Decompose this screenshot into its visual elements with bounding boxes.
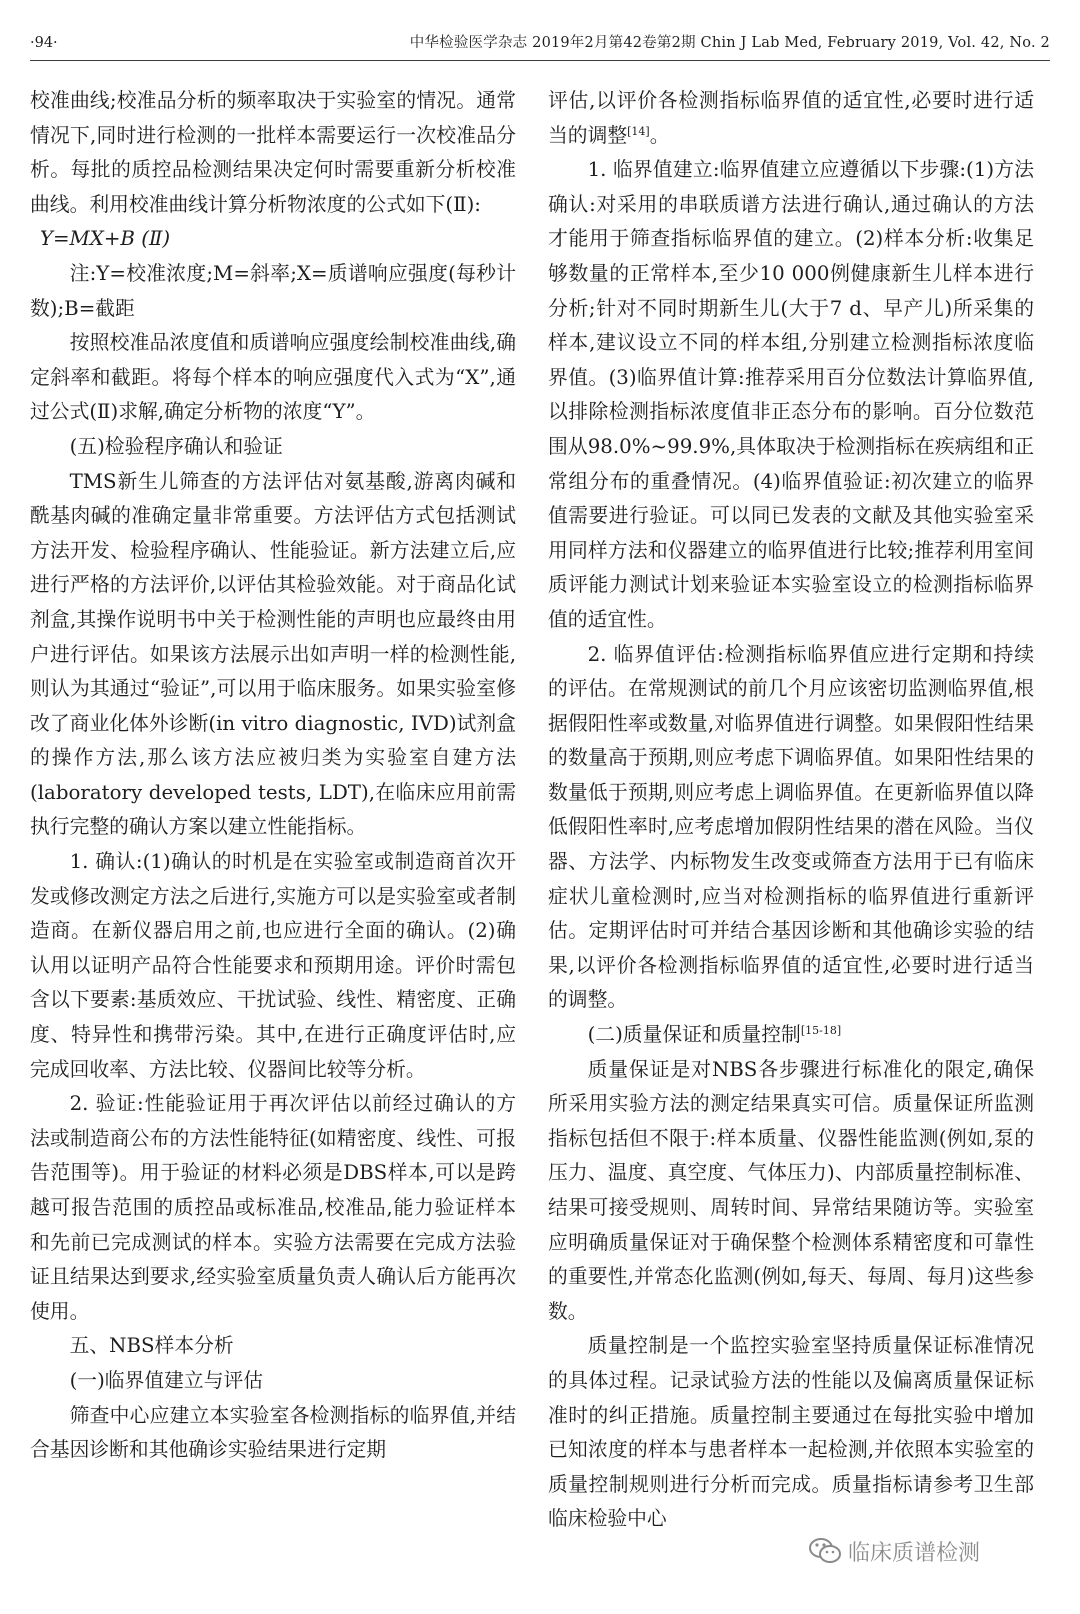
page-number: ·94·	[30, 35, 58, 51]
citation-superscript: [15-18]	[800, 1024, 842, 1038]
paragraph	[30, 326, 516, 430]
paragraph	[30, 1087, 516, 1329]
paragraph-text: 按照校准品浓度值和质谱响应强度绘制校准曲线,确定斜率和截距。将每个样本的响应强度代入式为“X”,通过公式(Ⅱ)求解,确定分析物的浓度“Y”。	[30, 331, 516, 424]
left-column	[30, 84, 516, 1468]
paragraph	[548, 153, 1034, 637]
paragraph-text: 质量控制是一个监控实验室坚持质量保证标准情况的具体过程。记录试验方法的性能以及偏离质量保证标准时的纠正措施。质量控制主要通过在每批实验中增加已知浓度的样本与患者样本一起检测,并依照本实验室的质量控制规则进行分析而完成。质量指标请参考卫生部临床检验中心	[548, 1334, 1034, 1531]
running-header	[30, 28, 1050, 58]
paragraph-text: 校准曲线;校准品分析的频率取决于实验室的情况。通常情况下,同时进行检测的一批样本需要运行一次校准品分析。每批的质控品检测结果决定何时需要重新分析校准曲线。利用校准曲线计算分析物浓度的公式如下(Ⅱ):	[30, 89, 516, 216]
paragraph-text: 2. 验证:性能验证用于再次评估以前经过确认的方法或制造商公布的方法性能特征(如精密度、线性、可报告范围等)。用于验证的材料必须是DBS样本,可以是跨越可报告范围的质控品或标准品,校准品,能力验证样本和先前已完成测试的样本。实验方法需要在完成方法验证且结果达到要求,经实验室质量负责人确认后方能再次使用。	[30, 1092, 516, 1323]
paragraph	[30, 430, 516, 465]
paragraph	[548, 1053, 1034, 1330]
paragraph-text: Y=MX+B (Ⅱ)	[39, 227, 171, 251]
paragraph-text: (一)临界值建立与评估	[69, 1368, 264, 1392]
paragraph-text: 评估,以评价各检测指标临界值的适宜性,必要时进行适当的调整	[548, 89, 1034, 147]
paragraph-text: 筛查中心应建立本实验室各检测指标的临界值,并结合基因诊断和其他确诊实验结果进行定期	[30, 1403, 516, 1462]
paragraph	[30, 465, 516, 846]
wechat-icon	[808, 1536, 842, 1566]
citation-superscript: [14]	[627, 124, 650, 138]
paragraph-text: 1. 确认:(1)确认的时机是在实验室或制造商首次开发或修改测定方法之后进行,实施方可以是实验室或者制造商。在新仪器启用之前,也应进行全面的确认。(2)确认用以证明产品符合性能要求和预期用途。评价时需包含以下要素:基质效应、干扰试验、线性、精密度、正确度、特异性和携带污染。其中,在进行正确度评估时,应完成回收率、方法比较、仪器间比较等分析。	[30, 850, 516, 1081]
journal-citation: 中华检验医学杂志 2019年2月第42卷第2期 Chin J Lab Med, February 2019, Vol. 42, No. 2	[409, 35, 1050, 51]
paragraph-text: (二)质量保证和质量控制	[587, 1023, 801, 1047]
paragraph-text: 质量保证是对NBS各步骤进行标准化的限定,确保所采用实验方法的测定结果真实可信。质量保证所监测指标包括但不限于:样本质量、仪器性能监测(例如,泵的压力、温度、真空度、气体压力)、内部质量控制标准、结果可接受规则、周转时间、异常结果随访等。实验室应明确质量保证对于确保整个检测体系精密度和可靠性的重要性,并常态化监测(例如,每天、每周、每月)这些参数。	[548, 1057, 1034, 1323]
paragraph	[30, 1364, 516, 1399]
paragraph-text: 1. 临界值建立:临界值建立应遵循以下步骤:(1)方法确认:对采用的串联质谱方法进行确认,通过确认的方法才能用于筛查指标临界值的建立。(2)样本分析:收集足够数量的正常样本,至少10 000例健康新生儿样本进行分析;针对不同时期新生儿(大于7 d、早产儿)所采集的样本,建议设立不同的样本组,分别建立检测指标浓度临界值。(3)临界值计算:推荐采用百分位数法计算临界值,以排除检测指标浓度值非正态分布的影响。百分位数范围从98.0%~99.9%,具体取决于检测指标在疾病组和正常组分布的重叠情况。(4)临界值验证:初次建立的临界值需要进行验证。可以同已发表的文献及其他实验室采用同样方法和仪器建立的临界值进行比较;推荐利用室间质评能力测试计划来验证本实验室设立的检测指标临界值的适宜性。	[548, 158, 1034, 631]
right-column	[548, 84, 1034, 1537]
paragraph	[30, 1399, 516, 1468]
paragraph	[30, 1329, 516, 1364]
watermark-text: 临床质谱检测	[848, 1540, 981, 1566]
paragraph-text: TMS新生儿筛查的方法评估对氨基酸,游离肉碱和酰基肉碱的准确定量非常重要。方法评估方式包括测试方法开发、检验程序确认、性能验证。新方法建立后,应进行严格的方法评价,以评估其检验效能。对于商品化试剂盒,其操作说明书中关于检测性能的声明也应最终由用户进行评估。如果该方法展示出如声明一样的检测性能,则认为其通过“验证”,可以用于临床服务。如果实验室修改了商业化体外诊断(in vitro diagnostic, IVD)试剂盒的操作方法,那么该方法应被归类为实验室自建方法(laboratory developed tests, LDT),在临床应用前需执行完整的确认方案以建立性能指标。	[30, 469, 516, 839]
paragraph-text: 2. 临界值评估:检测指标临界值应进行定期和持续的评估。在常规测试的前几个月应该密切监测临界值,根据假阳性率或数量,对临界值进行调整。如果假阳性结果的数量高于预期,则应考虑下调临界值。如果阳性结果的数量低于预期,则应考虑上调临界值。在更新临界值以降低假阳性率时,应考虑增加假阴性结果的潜在风险。当仪器、方法学、内标物发生改变或筛查方法用于已有临床症状儿童检测时,应当对检测指标的临界值进行重新评估。定期评估时可并结合基因诊断和其他确诊实验的结果,以评价各检测指标临界值的适宜性,必要时进行适当的调整。	[548, 642, 1034, 1012]
paragraph-text: 五、NBS样本分析	[69, 1334, 234, 1358]
watermark	[808, 1533, 980, 1569]
paragraph-text: 注:Y=校准浓度;M=斜率;X=质谱响应强度(每秒计数);B=截距	[30, 261, 516, 320]
paragraph	[30, 84, 516, 222]
header-rule	[30, 60, 1050, 61]
paragraph	[548, 1018, 1034, 1053]
paragraph	[548, 84, 1034, 153]
paragraph-tail: 。	[649, 123, 670, 147]
paragraph-text: (五)检验程序确认和验证	[69, 434, 283, 458]
paragraph	[30, 257, 516, 326]
paragraph	[548, 638, 1034, 1019]
paragraph	[30, 845, 516, 1087]
paragraph	[548, 1329, 1034, 1537]
paragraph	[30, 222, 516, 257]
